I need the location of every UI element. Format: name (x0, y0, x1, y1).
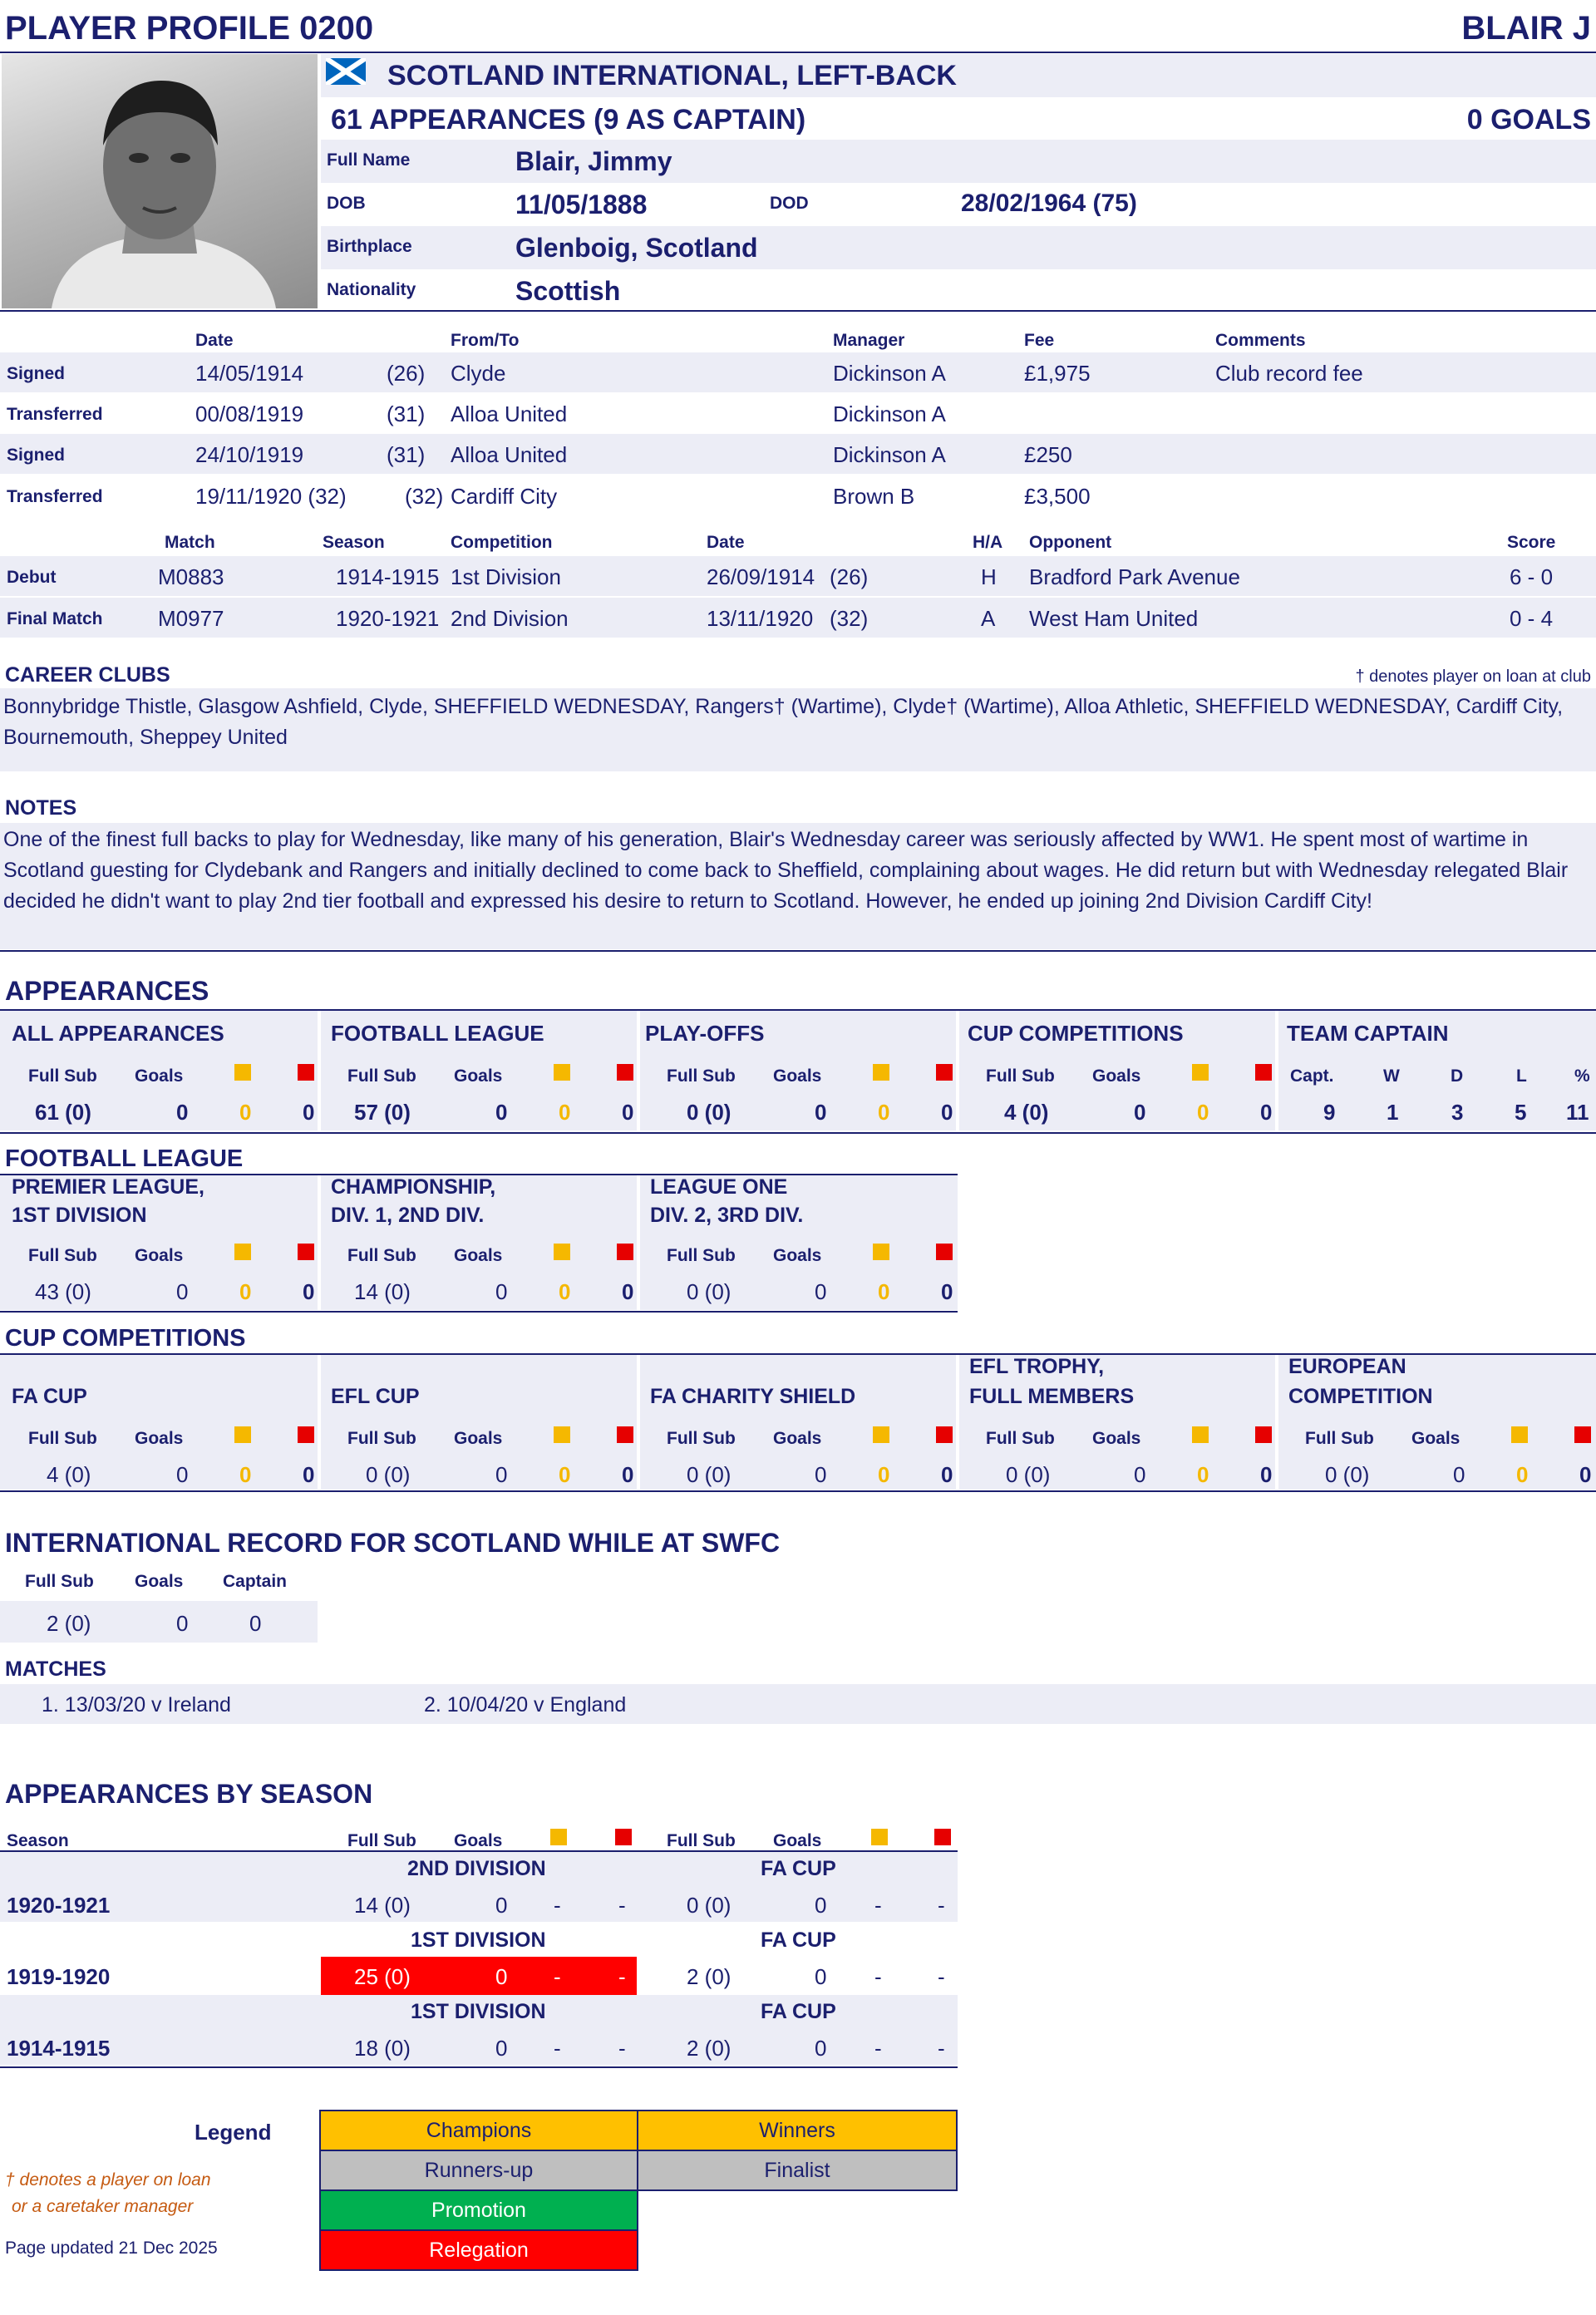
transfer-club: Clyde (451, 361, 506, 386)
transfer-fee: £250 (1024, 442, 1072, 467)
full-sub-label: Full Sub (347, 1066, 416, 1086)
col-score: Score (1507, 533, 1556, 552)
loan-caretaker-note-2: or a caretaker manager (12, 2197, 194, 2216)
goals-label: Goals (773, 1429, 822, 1448)
red-card-icon (617, 1426, 633, 1443)
red-card-icon (936, 1426, 953, 1443)
app-full-sub: 57 (0) (354, 1100, 411, 1125)
captain-percent: 11 (1566, 1100, 1589, 1125)
seasons-title: APPEARANCES BY SEASON (5, 1779, 373, 1809)
season-cup-yellow: - (874, 1964, 882, 1989)
transfer-type: Transferred (7, 405, 103, 424)
transfer-date: 00/08/1919 (195, 401, 304, 426)
final-match-label: Final Match (7, 609, 103, 628)
intl-match: 1. 13/03/20 v Ireland (42, 1693, 231, 1717)
season-league-goals: 0 (495, 1964, 508, 1989)
app-yellow: 0 (559, 1100, 571, 1125)
cup-yellow: 0 (1197, 1462, 1209, 1487)
legend-runners-up: Runners-up (319, 2150, 638, 2191)
season-label: 1920-1921 (7, 1893, 111, 1918)
season-cup-goals: 0 (815, 2036, 827, 2061)
transfer-date: 24/10/1919 (195, 442, 304, 467)
red-card-icon (936, 1064, 953, 1081)
season-label: 1914-1915 (7, 2036, 111, 2061)
final-date: 13/11/1920 (707, 606, 814, 631)
position-subtitle: SCOTLAND INTERNATIONAL, LEFT-BACK (387, 60, 957, 91)
full-sub-label: Full Sub (667, 1831, 736, 1850)
transfer-date: 19/11/1920 (32) (195, 484, 347, 509)
cup-yellow: 0 (878, 1462, 890, 1487)
transfer-type: Signed (7, 364, 66, 383)
league-breakdown-title: FOOTBALL LEAGUE (5, 1145, 244, 1172)
full-sub-label: Full Sub (667, 1066, 736, 1086)
league-yellow: 0 (559, 1279, 571, 1304)
season-league: 2ND DIVISION (407, 1857, 546, 1880)
goals-label: Goals (773, 1246, 822, 1265)
league-group-subtitle: DIV. 2, 3RD DIV. (650, 1204, 804, 1227)
debut-score: 6 - 0 (1510, 564, 1554, 589)
season-league-yellow: - (554, 1893, 561, 1918)
intl-captain: 0 (249, 1611, 262, 1636)
app-full-sub: 61 (0) (35, 1100, 91, 1125)
intl-full-sub: 2 (0) (47, 1611, 91, 1636)
red-card-icon (1255, 1426, 1272, 1443)
debut-date: 26/09/1914 (707, 564, 815, 589)
nationality-value: Scottish (515, 276, 621, 306)
final-competition: 2nd Division (451, 606, 569, 631)
dod-value: 28/02/1964 (75) (961, 190, 1137, 217)
birthplace-label: Birthplace (327, 237, 412, 256)
appearances-summary: 61 APPEARANCES (9 AS CAPTAIN) (331, 104, 806, 135)
transfer-club: Alloa United (451, 442, 568, 467)
capt-label: Capt. (1290, 1066, 1334, 1086)
full-sub-label: Full Sub (25, 1572, 94, 1591)
red-card-icon (934, 1829, 951, 1845)
captain-losses: 5 (1515, 1100, 1527, 1125)
cup-group-title: FA CUP (12, 1385, 87, 1408)
legend-winners: Winners (637, 2110, 958, 2151)
nationality-label: Nationality (327, 280, 416, 299)
percent-label: % (1574, 1066, 1590, 1086)
goals-label: Goals (773, 1831, 822, 1850)
scotland-flag-icon (326, 58, 366, 85)
cup-goals: 0 (1453, 1462, 1465, 1487)
final-season: 1920-1921 (336, 606, 440, 631)
loan-note: † denotes player on loan at club (1355, 667, 1591, 686)
league-yellow: 0 (878, 1279, 890, 1304)
league-group-subtitle: DIV. 1, 2ND DIV. (331, 1204, 485, 1227)
col-competition: Competition (451, 533, 553, 552)
goals-label: Goals (1092, 1429, 1141, 1448)
yellow-card-icon (554, 1426, 570, 1443)
season-league: 1ST DIVISION (411, 2000, 546, 2023)
season-label: 1919-1920 (7, 1964, 111, 1989)
app-goals: 0 (495, 1100, 508, 1125)
intl-match: 2. 10/04/20 v England (424, 1693, 627, 1717)
full-sub-label: Full Sub (347, 1429, 416, 1448)
red-card-icon (617, 1064, 633, 1081)
final-age: (32) (830, 606, 869, 631)
cup-red: 0 (941, 1462, 953, 1487)
player-short-name: BLAIR J (1461, 10, 1591, 47)
season-col-label: Season (7, 1831, 69, 1850)
cup-yellow: 0 (1516, 1462, 1529, 1487)
transfer-type: Transferred (7, 487, 103, 506)
player-photo (2, 54, 318, 308)
league-group-title: PREMIER LEAGUE, (12, 1175, 204, 1199)
season-cup-yellow: - (874, 1893, 882, 1918)
full-sub-label: Full Sub (986, 1066, 1055, 1086)
full-sub-label: Full Sub (28, 1429, 97, 1448)
legend-champions: Champions (319, 2110, 638, 2151)
red-card-icon (936, 1244, 953, 1260)
yellow-card-icon (873, 1064, 889, 1081)
captain-count: 9 (1323, 1100, 1336, 1125)
full-sub-label: Full Sub (1305, 1429, 1374, 1448)
debut-label: Debut (7, 568, 57, 587)
debut-competition: 1st Division (451, 564, 561, 589)
col-comments: Comments (1215, 331, 1306, 350)
cup-yellow: 0 (559, 1462, 571, 1487)
cup-group-title: EFL TROPHY, (969, 1355, 1105, 1378)
transfer-age: (26) (387, 361, 426, 386)
full-sub-label: Full Sub (347, 1246, 416, 1265)
app-group-title: FOOTBALL LEAGUE (331, 1021, 544, 1046)
cup-red: 0 (303, 1462, 315, 1487)
final-ha: A (981, 606, 996, 631)
yellow-card-icon (550, 1829, 567, 1845)
app-red: 0 (303, 1100, 315, 1125)
cup-full-sub: 0 (0) (1325, 1462, 1370, 1487)
col-opponent: Opponent (1029, 533, 1112, 552)
yellow-card-icon (234, 1244, 251, 1260)
full-sub-label: Full Sub (28, 1066, 97, 1086)
final-score: 0 - 4 (1510, 606, 1554, 631)
app-red: 0 (622, 1100, 634, 1125)
cup-group-title: EFL CUP (331, 1385, 420, 1408)
season-league-yellow: - (554, 2036, 561, 2061)
app-full-sub: 4 (0) (1004, 1100, 1049, 1125)
yellow-card-icon (873, 1426, 889, 1443)
cup-full-sub: 0 (0) (1006, 1462, 1051, 1487)
transfer-fee: £3,500 (1024, 484, 1091, 509)
season-cup: FA CUP (761, 2000, 836, 2023)
red-card-icon (298, 1426, 314, 1443)
season-cup-full-sub: 2 (0) (687, 2036, 732, 2061)
transfer-fee: £1,975 (1024, 361, 1091, 386)
league-group-subtitle: 1ST DIVISION (12, 1204, 147, 1227)
legend-relegation: Relegation (319, 2229, 638, 2271)
debut-opponent: Bradford Park Avenue (1029, 564, 1240, 589)
app-yellow: 0 (878, 1100, 890, 1125)
app-group-title: ALL APPEARANCES (12, 1021, 224, 1046)
full-name-label: Full Name (327, 150, 411, 170)
goals-label: Goals (135, 1066, 184, 1086)
league-full-sub: 14 (0) (354, 1279, 411, 1304)
goals-summary: 0 GOALS (1466, 104, 1591, 135)
cup-full-sub: 0 (0) (366, 1462, 411, 1487)
season-cup-red: - (938, 2036, 945, 2061)
notes-title: NOTES (5, 796, 77, 820)
app-group-title: CUP COMPETITIONS (968, 1021, 1184, 1046)
cup-goals: 0 (815, 1462, 827, 1487)
full-sub-label: Full Sub (986, 1429, 1055, 1448)
goals-label: Goals (454, 1831, 503, 1850)
transfer-manager: Dickinson A (833, 361, 946, 386)
league-red: 0 (941, 1279, 953, 1304)
birthplace-value: Glenboig, Scotland (515, 233, 758, 263)
season-cup-yellow: - (874, 2036, 882, 2061)
cup-group-subtitle: COMPETITION (1288, 1385, 1433, 1408)
intl-goals: 0 (176, 1611, 189, 1636)
transfer-age: (32) (405, 484, 444, 509)
app-red: 0 (1260, 1100, 1273, 1125)
international-title: INTERNATIONAL RECORD FOR SCOTLAND WHILE AT SWFC (5, 1528, 781, 1558)
app-group-title: PLAY-OFFS (645, 1021, 765, 1046)
col-date: Date (707, 533, 745, 552)
season-league-goals: 0 (495, 1893, 508, 1918)
app-goals: 0 (815, 1100, 827, 1125)
red-card-icon (615, 1829, 632, 1845)
league-group-title: LEAGUE ONE (650, 1175, 788, 1199)
col-fee: Fee (1024, 331, 1055, 350)
dod-label: DOD (770, 194, 809, 213)
yellow-card-icon (554, 1244, 570, 1260)
goals-label: Goals (454, 1429, 503, 1448)
debut-season: 1914-1915 (336, 564, 440, 589)
col-manager: Manager (833, 331, 905, 350)
season-league-goals: 0 (495, 2036, 508, 2061)
season-league-red: - (618, 1893, 626, 1918)
transfer-manager: Dickinson A (833, 442, 946, 467)
cup-full-sub: 4 (0) (47, 1462, 91, 1487)
cup-red: 0 (1260, 1462, 1273, 1487)
full-name-value: Blair, Jimmy (515, 146, 672, 176)
dob-label: DOB (327, 194, 366, 213)
season-league-full-sub: 25 (0) (354, 1964, 411, 1989)
red-card-icon (617, 1244, 633, 1260)
season-league: 1ST DIVISION (411, 1928, 546, 1952)
league-group-title: CHAMPIONSHIP, (331, 1175, 496, 1199)
full-sub-label: Full Sub (347, 1831, 416, 1850)
app-goals: 0 (1134, 1100, 1146, 1125)
captain-draws: 3 (1451, 1100, 1464, 1125)
yellow-card-icon (554, 1064, 570, 1081)
app-full-sub: 0 (0) (687, 1100, 732, 1125)
league-goals: 0 (495, 1279, 508, 1304)
cup-red: 0 (1579, 1462, 1592, 1487)
goals-label: Goals (1092, 1066, 1141, 1086)
cup-yellow: 0 (239, 1462, 252, 1487)
cup-group-subtitle: FULL MEMBERS (969, 1385, 1135, 1408)
page-updated: Page updated 21 Dec 2025 (5, 2239, 218, 2258)
yellow-card-icon (873, 1244, 889, 1260)
col-season: Season (323, 533, 385, 552)
season-cup-red: - (938, 1964, 945, 1989)
legend-finalist: Finalist (637, 2150, 958, 2191)
legend-title: Legend (195, 2120, 272, 2145)
wins-label: W (1383, 1066, 1400, 1086)
league-goals: 0 (815, 1279, 827, 1304)
notes-text: One of the finest full backs to play for Wednesday, like many of his generation, Blair's Wednesday career was seriously affected by WW1. He spent most of wartime in Scotland guesting for Clydebank and Rangers and initially declined to come back to Sheffield, complaining about wages. He did return but with Wednesday relegated Blair decided he didn't want to play 2nd tier football and expressed his desire to return to Scotland. However, he ended up joining 2nd Division Cardiff City! (3, 828, 1569, 913)
col-ha: H/A (973, 533, 1003, 552)
league-red: 0 (303, 1279, 315, 1304)
yellow-card-icon (234, 1426, 251, 1443)
captain-wins: 1 (1387, 1100, 1399, 1125)
col-from-to: From/To (451, 331, 520, 350)
transfer-date: 14/05/1914 (195, 361, 304, 386)
goals-label: Goals (454, 1246, 503, 1265)
team-captain-title: TEAM CAPTAIN (1287, 1021, 1449, 1046)
league-full-sub: 0 (0) (687, 1279, 732, 1304)
season-league-full-sub: 14 (0) (354, 1893, 411, 1918)
losses-label: L (1516, 1066, 1527, 1086)
matches-title: MATCHES (5, 1657, 106, 1681)
col-date: Date (195, 331, 234, 350)
captain-label: Captain (223, 1572, 288, 1591)
yellow-card-icon (871, 1829, 888, 1845)
yellow-card-icon (1192, 1426, 1209, 1443)
transfer-age: (31) (387, 401, 426, 426)
loan-caretaker-note: † denotes a player on loan (5, 2170, 211, 2189)
draws-label: D (1451, 1066, 1464, 1086)
debut-match: M0883 (158, 564, 224, 589)
full-sub-label: Full Sub (667, 1429, 736, 1448)
yellow-card-icon (1511, 1426, 1528, 1443)
transfer-club: Cardiff City (451, 484, 558, 509)
cup-goals: 0 (495, 1462, 508, 1487)
yellow-card-icon (234, 1064, 251, 1081)
cup-group-title: FA CHARITY SHIELD (650, 1385, 856, 1408)
season-cup-full-sub: 2 (0) (687, 1964, 732, 1989)
transfer-club: Alloa United (451, 401, 568, 426)
yellow-card-icon (1192, 1064, 1209, 1081)
transfer-manager: Dickinson A (833, 401, 946, 426)
season-league-red: - (618, 2036, 626, 2061)
season-cup-goals: 0 (815, 1893, 827, 1918)
season-cup-red: - (938, 1893, 945, 1918)
league-red: 0 (622, 1279, 634, 1304)
season-cup-goals: 0 (815, 1964, 827, 1989)
goals-label: Goals (135, 1572, 184, 1591)
app-red: 0 (941, 1100, 953, 1125)
season-league-red: - (618, 1964, 626, 1989)
debut-ha: H (981, 564, 997, 589)
league-full-sub: 43 (0) (35, 1279, 91, 1304)
appearances-title: APPEARANCES (5, 976, 209, 1006)
transfer-type: Signed (7, 446, 66, 465)
goals-label: Goals (1411, 1429, 1461, 1448)
season-league-full-sub: 18 (0) (354, 2036, 411, 2061)
legend-promotion: Promotion (319, 2189, 638, 2231)
final-match: M0977 (158, 606, 224, 631)
season-cup-full-sub: 0 (0) (687, 1893, 732, 1918)
red-card-icon (1255, 1064, 1272, 1081)
cup-goals: 0 (176, 1462, 189, 1487)
league-goals: 0 (176, 1279, 189, 1304)
cup-full-sub: 0 (0) (687, 1462, 732, 1487)
cup-red: 0 (622, 1462, 634, 1487)
career-clubs-text: Bonnybridge Thistle, Glasgow Ashfield, Clyde, SHEFFIELD WEDNESDAY, Rangers† (Wartime), Clyde† (Wartime), Alloa Athletic, SHEFFIELD WEDNESDAY, Cardiff City, Bournemouth, Sheppey United (3, 695, 1564, 749)
goals-label: Goals (454, 1066, 503, 1086)
goals-label: Goals (135, 1246, 184, 1265)
col-match: Match (165, 533, 215, 552)
transfer-manager: Brown B (833, 484, 915, 509)
goals-label: Goals (773, 1066, 822, 1086)
season-cup: FA CUP (761, 1928, 836, 1952)
full-sub-label: Full Sub (667, 1246, 736, 1265)
red-card-icon (298, 1064, 314, 1081)
cup-group-title: EUROPEAN (1288, 1355, 1406, 1378)
debut-age: (26) (830, 564, 869, 589)
app-goals: 0 (176, 1100, 189, 1125)
season-league-yellow: - (554, 1964, 561, 1989)
goals-label: Goals (135, 1429, 184, 1448)
full-sub-label: Full Sub (28, 1246, 97, 1265)
transfer-comment: Club record fee (1215, 361, 1363, 386)
dob-value: 11/05/1888 (515, 190, 648, 219)
season-cup: FA CUP (761, 1857, 836, 1880)
app-yellow: 0 (239, 1100, 252, 1125)
final-opponent: West Ham United (1029, 606, 1199, 631)
cups-breakdown-title: CUP COMPETITIONS (5, 1325, 246, 1352)
transfer-age: (31) (387, 442, 426, 467)
red-card-icon (298, 1244, 314, 1260)
league-yellow: 0 (239, 1279, 252, 1304)
page-title: PLAYER PROFILE 0200 (5, 10, 374, 47)
career-clubs-title: CAREER CLUBS (5, 663, 170, 687)
red-card-icon (1574, 1426, 1591, 1443)
app-yellow: 0 (1197, 1100, 1209, 1125)
cup-goals: 0 (1134, 1462, 1146, 1487)
